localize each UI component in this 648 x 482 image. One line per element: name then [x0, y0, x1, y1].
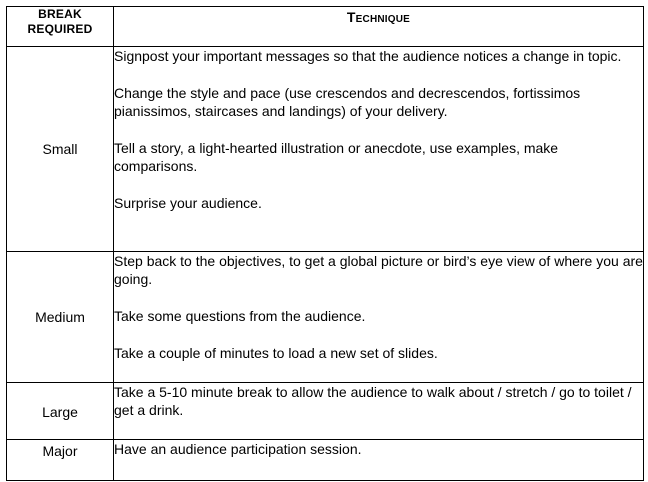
break-technique-table [6, 6, 644, 481]
technique-item: Change the style and pace (use crescendos and decrescendos, fortissimos pianissimos, staircases and landings) of your delivery. [114, 85, 581, 119]
header-row [7, 7, 644, 47]
technique-item: Have an audience participation session. [114, 441, 362, 457]
technique-item: Step back to the objectives, to get a global picture or bird’s eye view of where you are going. [114, 253, 643, 287]
break-label-large: Large [7, 383, 114, 440]
header-technique: Technique [114, 7, 644, 47]
break-label-major: Major [7, 440, 114, 481]
technique-item: Surprise your audience. [114, 195, 262, 211]
technique-item: Tell a story, a light-hearted illustration or anecdote, use examples, make comparisons. [114, 140, 559, 174]
break-label-medium: Medium [7, 252, 114, 383]
technique-cell-large [114, 383, 644, 440]
technique-item: Take some questions from the audience. [114, 308, 366, 324]
technique-cell-major [114, 440, 644, 481]
table-row-medium [7, 252, 644, 383]
technique-cell-small [114, 47, 644, 252]
header-break-line2: REQUIRED [27, 22, 93, 36]
table-row-major [7, 440, 644, 481]
header-break-line1: BREAK [38, 7, 82, 21]
header-break-required [7, 7, 114, 47]
break-label-small: Small [7, 47, 114, 252]
table-row-small [7, 47, 644, 252]
technique-item: Signpost your important messages so that the audience notices a change in topic. [114, 48, 622, 64]
technique-cell-medium [114, 252, 644, 383]
technique-item: Take a couple of minutes to load a new set of slides. [114, 345, 438, 361]
technique-item: Take a 5-10 minute break to allow the audience to walk about / stretch / go to toilet / get a drink. [114, 384, 632, 418]
table-row-large [7, 383, 644, 440]
